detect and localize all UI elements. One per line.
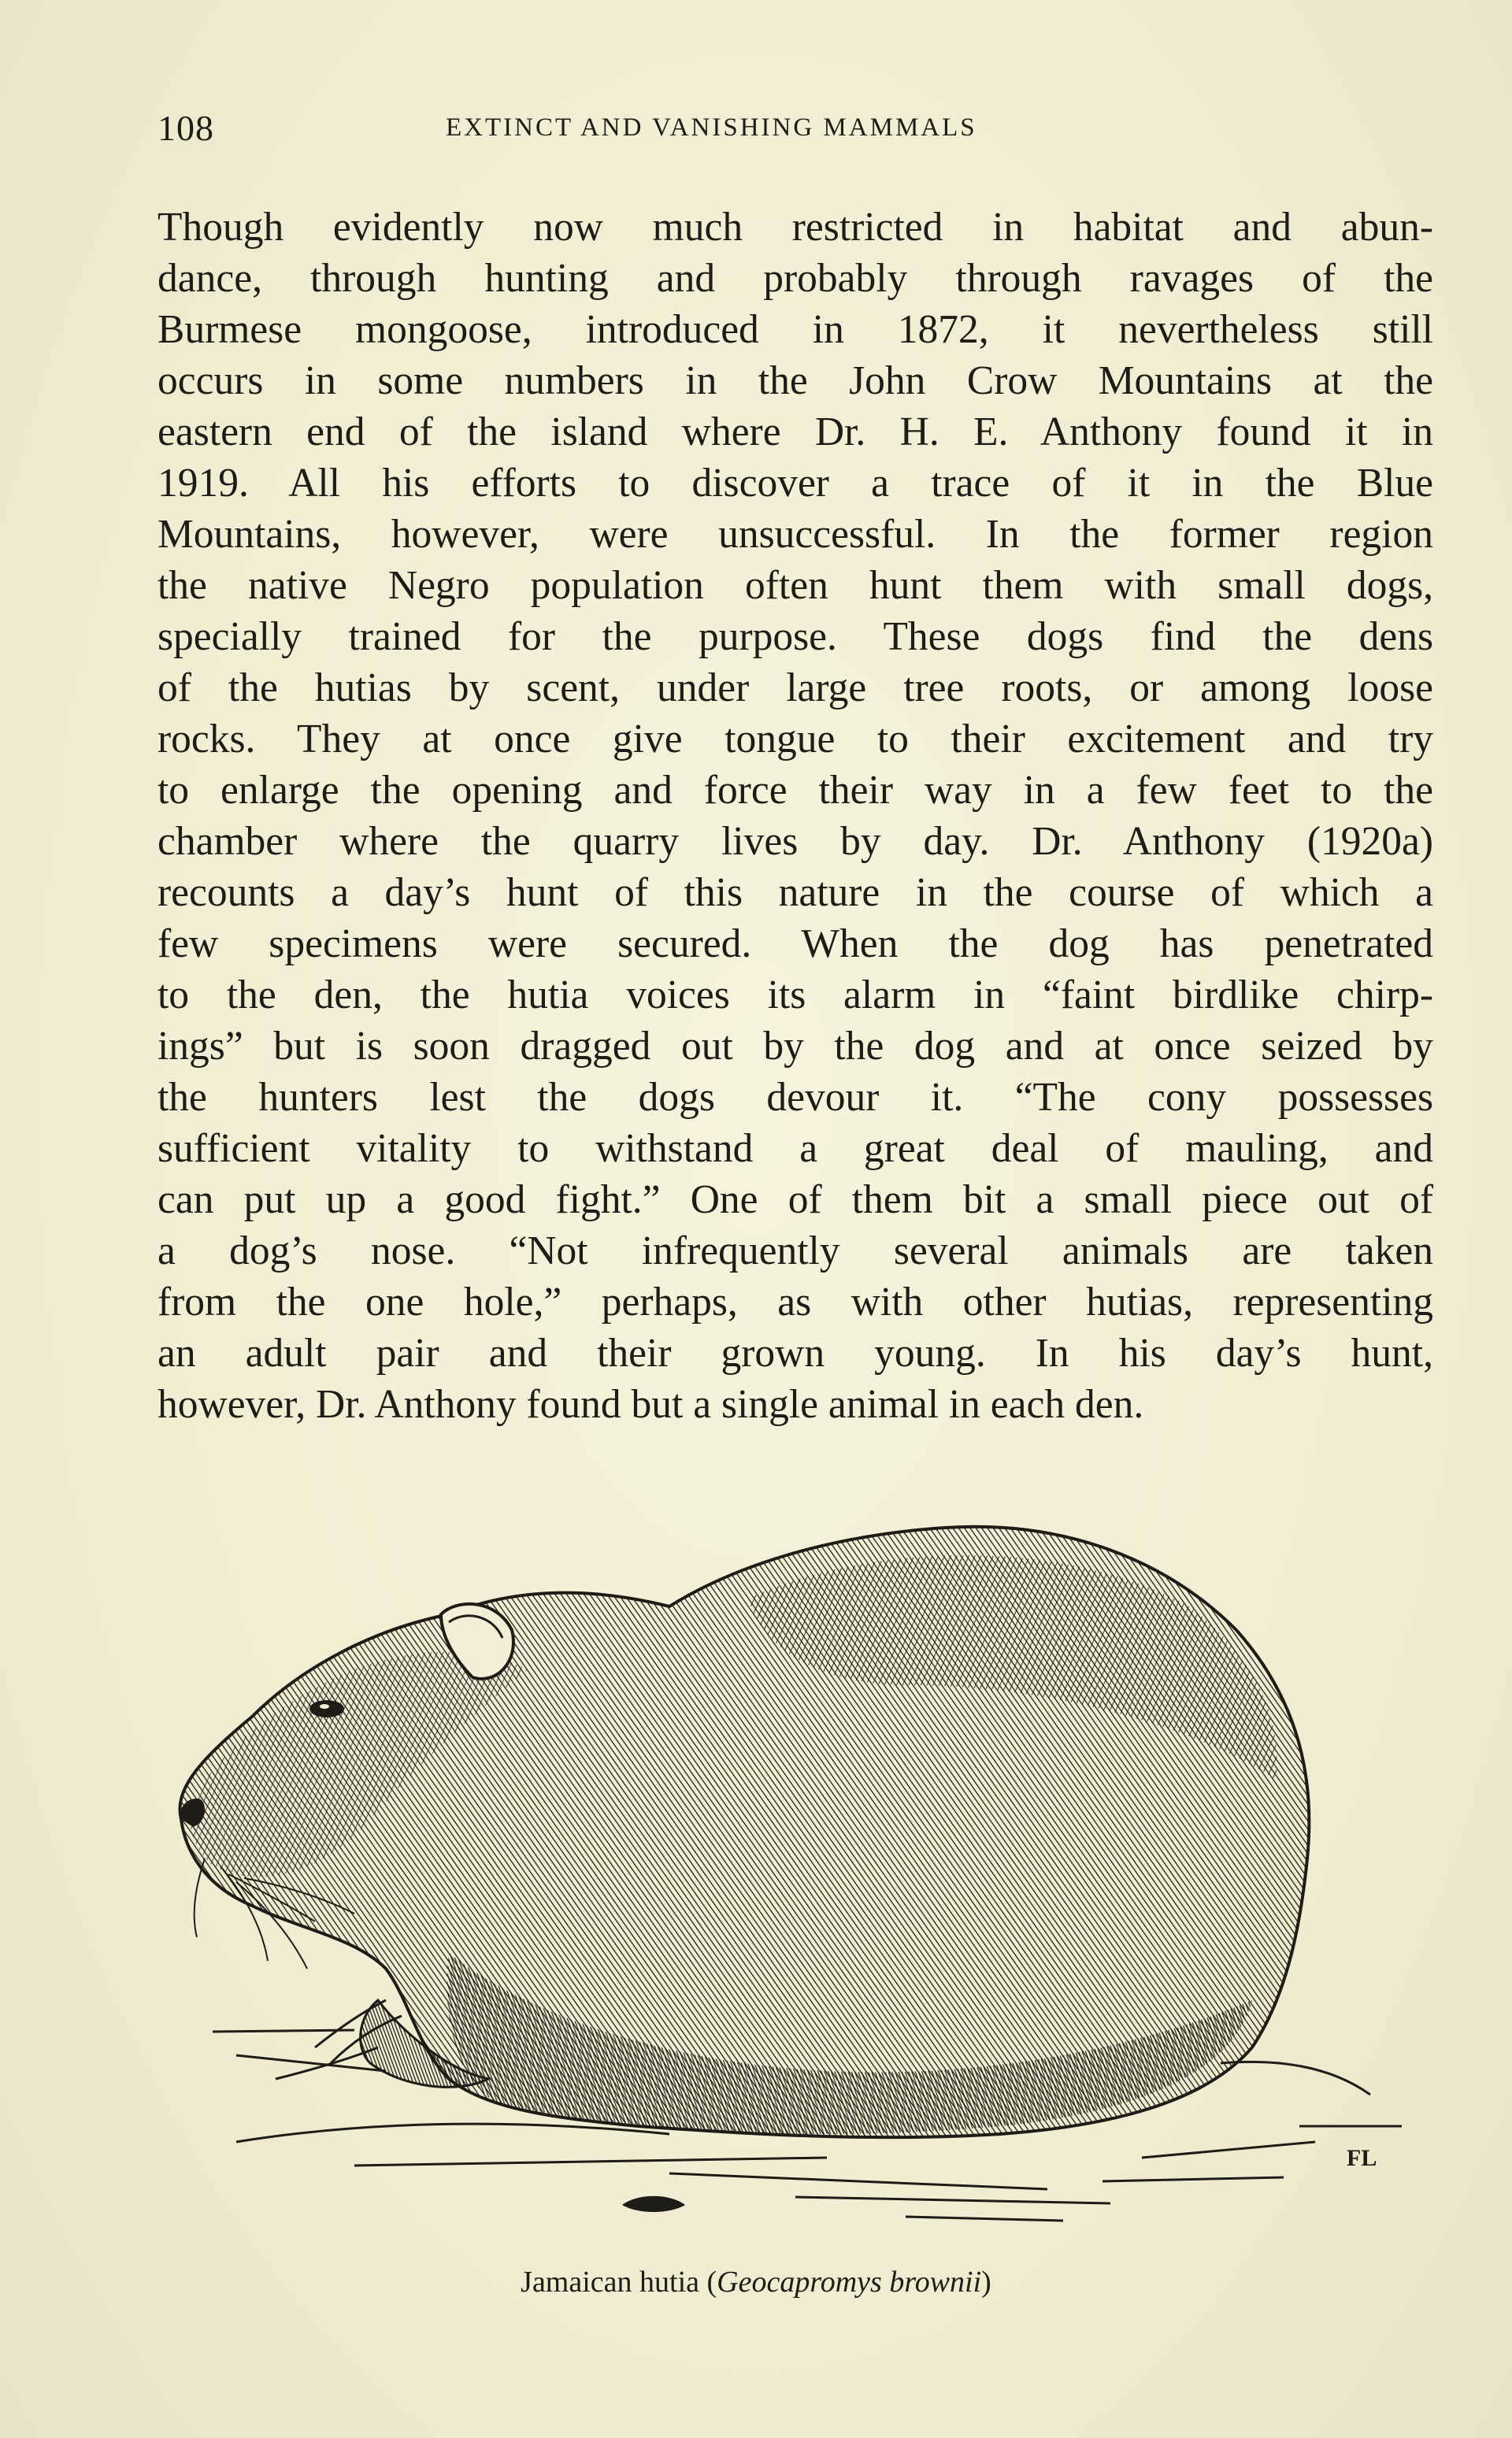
- body-line: sufficient vitality to withstand a great deal of mauling, and: [158, 1126, 1433, 1171]
- artist-monogram: FL: [1347, 2145, 1377, 2171]
- body-line: from the one hole,” perhaps, as with other hutias, representing: [158, 1280, 1433, 1325]
- caption-common-name: Jamaican hutia: [521, 2266, 700, 2299]
- body-paragraph: [158, 202, 1433, 1430]
- body-line: ings” but is soon dragged out by the dog and at once seized by: [158, 1024, 1433, 1069]
- body-line: an adult pair and their grown young. In his day’s hunt,: [158, 1331, 1433, 1376]
- body-line: to the den, the hutia voices its alarm in “faint birdlike chirp-: [158, 973, 1433, 1017]
- figure-caption: [0, 2265, 1512, 2299]
- body-line: however, Dr. Anthony found but a single animal in each den.: [158, 1382, 1144, 1427]
- body-line: specially trained for the purpose. These dogs find the dens: [158, 614, 1433, 659]
- body-line: few specimens were secured. When the dog has penetrated: [158, 921, 1433, 966]
- body-line: rocks. They at once give tongue to their excitement and try: [158, 717, 1433, 761]
- body-line: occurs in some numbers in the John Crow Mountains at the: [158, 358, 1433, 403]
- body-line: Mountains, however, were unsuccessful. In the former region: [158, 512, 1433, 557]
- body-line: to enlarge the opening and force their way in a few feet to the: [158, 768, 1433, 813]
- body-line: of the hutias by scent, under large tree roots, or among loose: [158, 665, 1433, 710]
- hutia-illustration: [118, 1449, 1441, 2244]
- caption-close-paren: ): [981, 2266, 991, 2299]
- hutia-engraving: [118, 1449, 1441, 2244]
- running-title: EXTINCT AND VANISHING MAMMALS: [446, 113, 977, 142]
- caption-open-paren: (: [706, 2266, 717, 2299]
- running-head: [158, 107, 1433, 154]
- body-line: recounts a day’s hunt of this nature in the course of which a: [158, 870, 1433, 915]
- body-line: Burmese mongoose, introduced in 1872, it nevertheless still: [158, 307, 1433, 352]
- body-line: the native Negro population often hunt them with small dogs,: [158, 563, 1433, 608]
- caption-scientific-name: Geocapromys brownii: [717, 2266, 982, 2299]
- body-line: dance, through hunting and probably through ravages of the: [158, 256, 1433, 301]
- body-line: the hunters lest the dogs devour it. “The cony possesses: [158, 1075, 1433, 1120]
- body-line: 1919. All his efforts to discover a trace of it in the Blue: [158, 461, 1433, 506]
- body-line: Though evidently now much restricted in habitat and abun-: [158, 205, 1433, 250]
- body-line: a dog’s nose. “Not infrequently several animals are taken: [158, 1228, 1433, 1273]
- body-line: chamber where the quarry lives by day. Dr. Anthony (1920a): [158, 819, 1433, 864]
- body-line: eastern end of the island where Dr. H. E. Anthony found it in: [158, 409, 1433, 454]
- body-line: can put up a good fight.” One of them bit a small piece out of: [158, 1177, 1433, 1222]
- hutia-eye: [309, 1700, 344, 1717]
- page-number: 108: [158, 108, 214, 148]
